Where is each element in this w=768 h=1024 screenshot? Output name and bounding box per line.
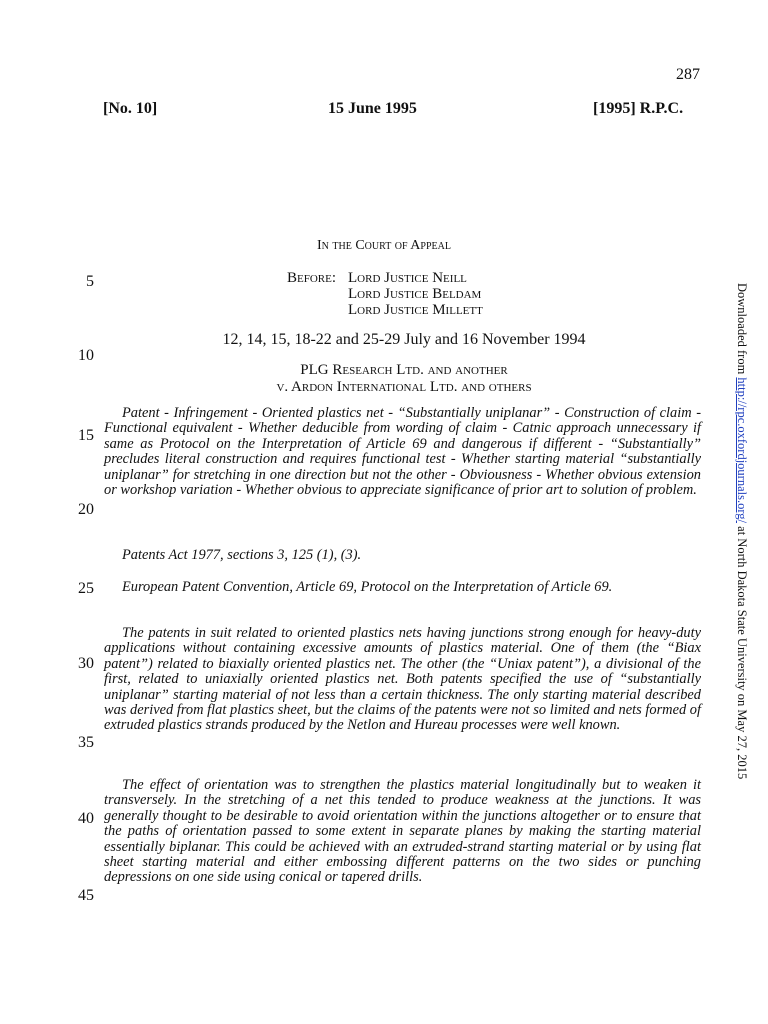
line-number: 45 (78, 887, 94, 904)
headnote-paragraph-2: The effect of orientation was to strengthen the plastics material longitudinally but to weaken it transversely. In the stretching of a net this tended to produce weakness at the junctions. It was generally thought to be desirable to avoid orientation within the junctions altogether or to ensure that the paths of orientation passed to some extent in separate planes by making the starting material essentially biplanar. This could be achieved with an extruded-strand starting material or by using flat sheet starting material and either embossing different patterns on the two sides or punching depressions on one side using conical or tapered drills. (104, 777, 701, 886)
download-note (734, 283, 749, 779)
claimant-party: PLG Research Ltd. and another (300, 362, 508, 378)
download-link[interactable]: http://rpc.oxfordjournals.org/ (735, 377, 749, 524)
judge-1: Lord Justice Neill (348, 270, 467, 286)
download-prefix: Downloaded from (735, 283, 749, 378)
catchwords: Patent - Infringement - Oriented plastics net - “Substantially uniplanar” - Construction of claim - Functional equivalent - Whether deducible from wording of claim - Catnic approach unnecessary if same as Protocol on the Interpretation of Article 69 and dangerous if different - “Substantially” precludes literal construction and requires functional test - Whether starting material “substantially uniplanar” for stretching in one direction but not the other - Obviousness - Whether obvious extension or workshop variation - Whether obvious to appreciate significance of prior art to solution of problem. (104, 405, 701, 499)
report-citation: [1995] R.P.C. (593, 100, 684, 117)
line-number: 30 (78, 655, 94, 672)
line-number: 25 (78, 580, 94, 597)
line-number: 10 (78, 347, 94, 364)
before-label: Before: (287, 270, 337, 286)
report-number: [No. 10] (103, 100, 158, 117)
line-number: 40 (78, 810, 94, 827)
line-number: 20 (78, 501, 94, 518)
hearing-dates: 12, 14, 15, 18-22 and 25-29 July and 16 November 1994 (222, 331, 586, 348)
line-number: 35 (78, 734, 94, 751)
line-number: 15 (78, 427, 94, 444)
line-number: 5 (86, 273, 94, 290)
page-number: 287 (676, 66, 700, 83)
statute-reference: Patents Act 1977, sections 3, 125 (1), (3). (122, 547, 362, 563)
report-date: 15 June 1995 (328, 100, 417, 117)
headnote-paragraph-1: The patents in suit related to oriented plastics nets having junctions strong enough for heavy-duty applications without containing excessive amounts of plastics material. One of them (the “Biax patent”) related to biaxially oriented plastics net. The other (the “Uniax patent”), a divisional of the first, related to uniaxially oriented plastics net. Both patents specified the use of “substantially uniplanar” starting material of not less than a certain thickness. The only starting material described was derived from flat plastics sheet, but the claims of the patents were not so limited and nets formed of extruded plastics strands produced by the Netlon and Hureau processes were well known. (104, 625, 701, 734)
defendant-party: v. Ardon International Ltd. and others (276, 379, 532, 395)
court-name: In the Court of Appeal (317, 238, 451, 253)
judge-2: Lord Justice Beldam (348, 286, 482, 302)
judge-3: Lord Justice Millett (348, 302, 483, 318)
convention-reference: European Patent Convention, Article 69, Protocol on the Interpretation of Article 69. (122, 579, 613, 595)
download-suffix: at North Dakota State University on May 27, 2015 (735, 523, 749, 780)
